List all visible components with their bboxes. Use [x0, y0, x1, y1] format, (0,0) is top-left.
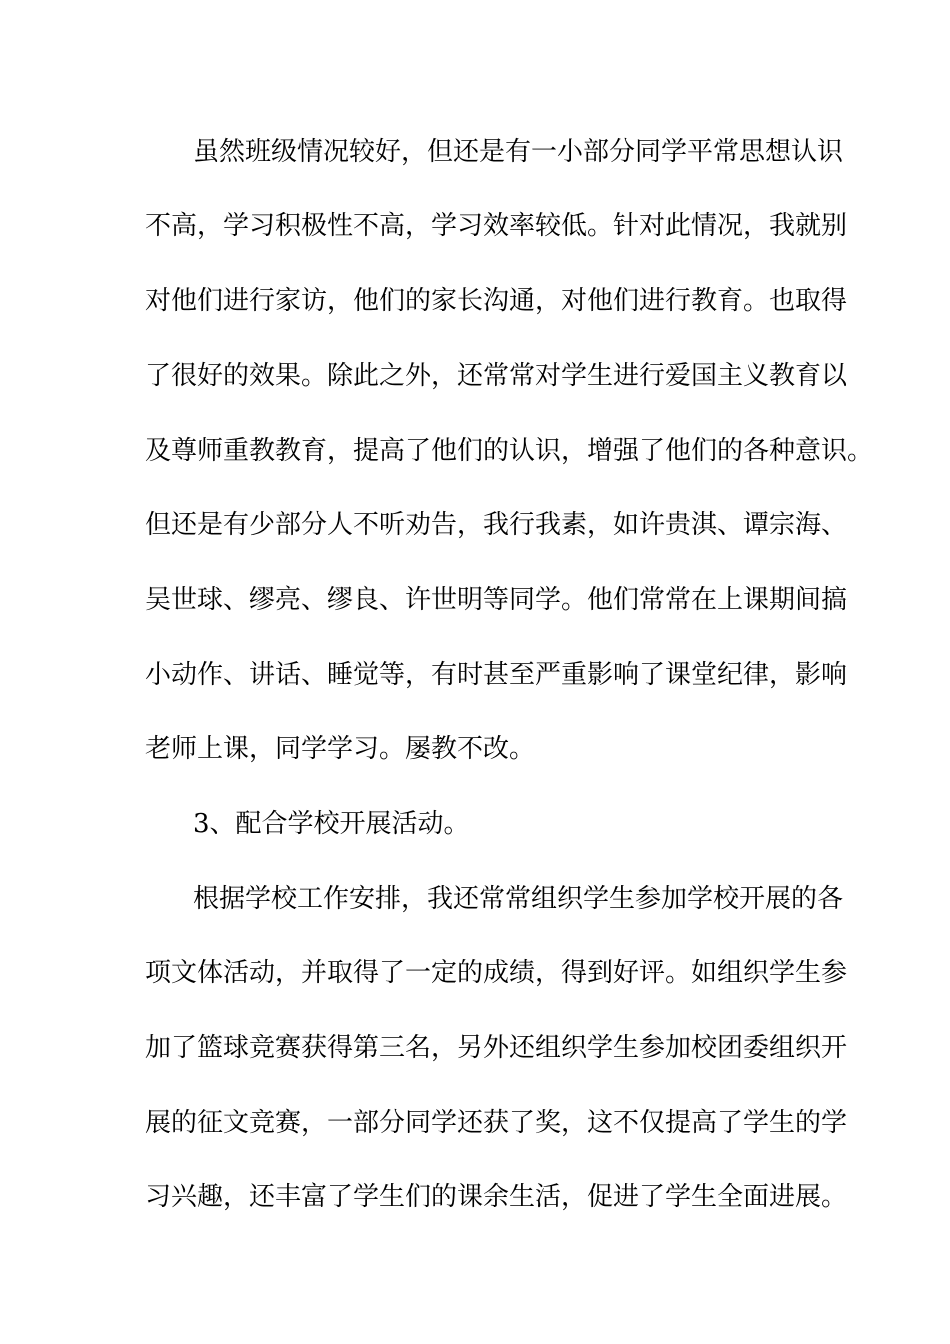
- paragraph-2-line-4: 展的征文竞赛，一部分同学还获了奖，这不仅提高了学生的学: [145, 1108, 848, 1138]
- paragraph-1-line-3: 对他们进行家访，他们的家长沟通，对他们进行教育。也取得: [145, 286, 848, 316]
- paragraph-2-line-3: 加了篮球竞赛获得第三名，另外还组织学生参加校团委组织开: [145, 1033, 848, 1063]
- paragraph-1-line-1: 虽然班级情况较好，但还是有一小部分同学平常思想认识: [193, 137, 844, 167]
- paragraph-2-line-2: 项文体活动，并取得了一定的成绩，得到好评。如组织学生参: [145, 958, 848, 988]
- paragraph-1-line-7: 吴世球、缪亮、缪良、许世明等同学。他们常常在上课期间搞: [145, 585, 848, 615]
- paragraph-1-line-2: 不高，学习积极性不高，学习效率较低。针对此情况，我就别: [145, 211, 848, 241]
- paragraph-1-line-4: 了很好的效果。除此之外，还常常对学生进行爱国主义教育以: [145, 361, 848, 391]
- paragraph-2-line-5: 习兴趣，还丰富了学生们的课余生活，促进了学生全面进展。: [145, 1182, 848, 1212]
- paragraph-2-line-1: 根据学校工作安排，我还常常组织学生参加学校开展的各: [193, 884, 844, 914]
- paragraph-1-line-6: 但还是有少部分人不听劝告，我行我素，如许贵淇、谭宗海、: [145, 510, 848, 540]
- paragraph-1-line-9: 老师上课，同学学习。屡教不改。: [145, 734, 536, 764]
- section-heading: 3、配合学校开展活动。: [193, 809, 470, 839]
- paragraph-1-line-8: 小动作、讲话、睡觉等，有时甚至严重影响了课堂纪律，影响: [145, 660, 848, 690]
- paragraph-1-line-5: 及尊师重教教育，提高了他们的认识，增强了他们的各种意识。: [145, 436, 874, 466]
